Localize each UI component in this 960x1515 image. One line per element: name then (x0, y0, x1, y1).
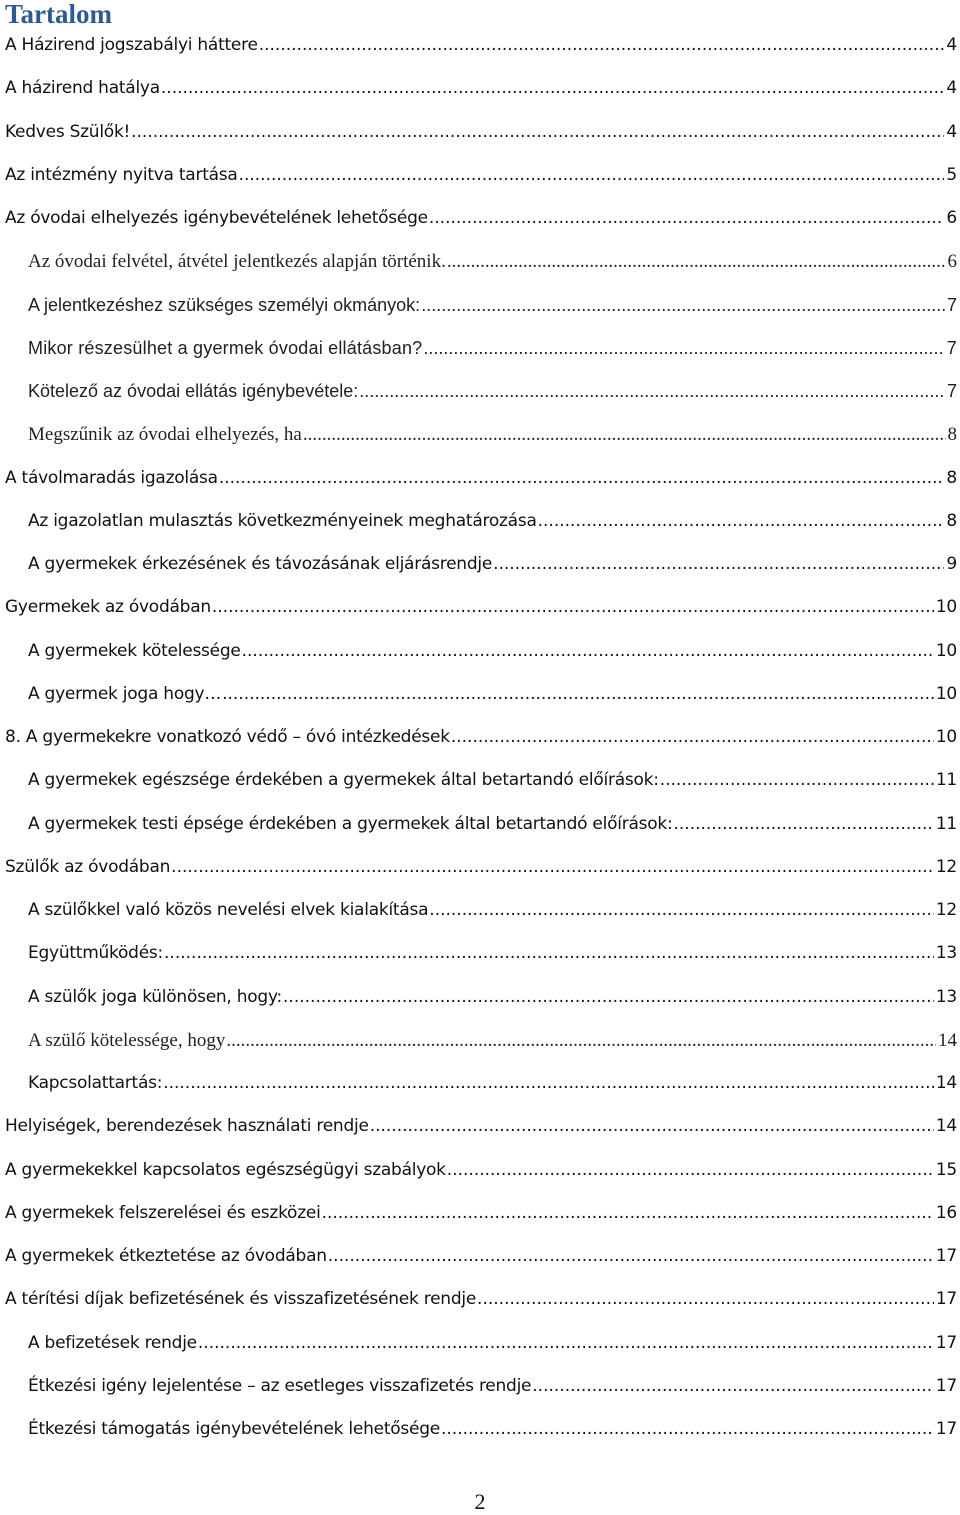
toc-dot-leader (222, 684, 934, 704)
page-title: Tartalom (5, 0, 112, 29)
toc-entry[interactable] (0, 762, 960, 805)
toc-dot-leader (283, 987, 934, 1007)
toc-dot-leader (242, 641, 934, 661)
toc-dot-leader (370, 1116, 934, 1136)
toc-entry-page: 8 (947, 424, 957, 446)
toc-entry[interactable] (0, 27, 960, 70)
toc-entry[interactable] (0, 503, 960, 546)
toc-entry-page: 14 (935, 1116, 957, 1137)
toc-dot-leader (532, 1376, 934, 1396)
toc-entry-page: 8 (946, 510, 957, 531)
toc-dot-leader (493, 554, 944, 574)
toc-entry[interactable] (0, 589, 960, 632)
toc-entry-title: A gyermekek egészsége érdekében a gyermekek által betartandó előírások: (28, 770, 659, 791)
toc-entry-page: 4 (946, 78, 957, 99)
toc-entry-title: Kapcsolattartás: (28, 1073, 163, 1093)
toc-entry[interactable] (0, 1195, 960, 1238)
page-number: 2 (474, 1489, 486, 1514)
toc-entry-page: 17 (935, 1246, 957, 1266)
toc-entry[interactable] (0, 935, 960, 978)
toc-dot-leader (322, 1203, 934, 1223)
toc-entry[interactable] (0, 287, 960, 330)
toc-entry[interactable] (0, 892, 960, 935)
toc-entry-title: Kötelező az óvodai ellátás igénybevétele: (28, 381, 359, 401)
toc-entry-page: 13 (935, 986, 957, 1007)
toc-entry[interactable] (0, 330, 960, 373)
toc-entry-page: 12 (935, 900, 957, 920)
toc-entry-title: Megszűnik az óvodai elhelyezés, ha (28, 424, 302, 446)
toc-entry[interactable] (0, 806, 960, 849)
toc-dot-leader (226, 1030, 936, 1052)
toc-entry-title: Helyiségek, berendezések használati rendje (5, 1116, 369, 1137)
toc-entry-title: Gyermekek az óvodában (5, 597, 211, 618)
toc-entry-title: A házirend hatálya (5, 78, 160, 99)
toc-dot-leader (198, 1333, 934, 1353)
toc-entry[interactable] (0, 546, 960, 589)
toc-entry-title: Az intézmény nyitva tartása (5, 164, 238, 185)
toc-entry-title: A szülő kötelessége, hogy (28, 1029, 226, 1051)
toc-entry-page: 7 (946, 337, 957, 358)
toc-entry-title: A gyermekek kötelessége (28, 640, 241, 661)
toc-dot-leader (451, 727, 934, 747)
toc-dot-leader (161, 78, 945, 98)
toc-entry-title: Kedves Szülők! (5, 121, 131, 142)
toc-entry-page: 14 (938, 1029, 957, 1051)
toc-entry[interactable] (0, 157, 960, 200)
toc-dot-leader (423, 338, 944, 359)
toc-entry-page: 11 (935, 813, 957, 834)
toc-entry-title: Az óvodai elhelyezés igénybevételének lehetősége (5, 208, 428, 228)
toc-entry[interactable] (0, 849, 960, 892)
toc-entry-title: Együttműködés: (28, 943, 164, 964)
toc-entry[interactable] (0, 1065, 960, 1108)
toc-dot-leader (359, 381, 945, 402)
toc-entry-title: A gyermekek testi épsége érdekében a gyermekek által betartandó előírások: (28, 813, 673, 834)
toc-entry-page: 4 (946, 121, 957, 142)
toc-entry-page: 12 (935, 856, 957, 877)
toc-entry-page: 6 (947, 251, 957, 273)
toc-entry-page: 7 (946, 381, 957, 401)
toc-dot-leader (171, 857, 934, 877)
toc-dot-leader (477, 1289, 934, 1309)
toc-entry-title: Étkezési igény lejelentése – az esetleges visszafizetés rendje (28, 1375, 532, 1396)
toc-entry[interactable] (0, 373, 960, 416)
toc-entry-page: 17 (935, 1375, 957, 1396)
toc-entry[interactable] (0, 676, 960, 719)
toc-dot-leader (239, 165, 945, 185)
toc-entry-page: 10 (935, 727, 957, 747)
toc-entry[interactable] (0, 1325, 960, 1368)
toc-entry-title: A Házirend jogszabályi háttere (5, 35, 258, 55)
toc-entry-title: Étkezési támogatás igénybevételének lehetősége (28, 1419, 440, 1439)
toc-dot-leader (660, 770, 934, 790)
toc-dot-leader (328, 1246, 934, 1266)
toc-entry-title: A térítési díjak befizetésének és visszafizetésének rendje (5, 1289, 477, 1310)
toc-entry[interactable] (0, 1368, 960, 1411)
toc-entry[interactable] (0, 70, 960, 113)
toc-entry-page: 14 (935, 1073, 957, 1093)
toc-dot-leader (538, 511, 945, 531)
toc-entry[interactable] (0, 1152, 960, 1195)
toc-entry-page: 17 (935, 1289, 957, 1310)
toc-entry-page: 4 (946, 35, 957, 55)
toc-dot-leader (303, 424, 946, 446)
toc-dot-leader (421, 295, 945, 316)
toc-entry-title: A szülőkkel való közös nevelési elvek kialakítása (28, 900, 429, 920)
toc-entry-page: 17 (935, 1332, 957, 1353)
toc-entry-title: Az igazolatlan mulasztás következményeinek meghatározása (28, 510, 537, 531)
toc-dot-leader (429, 208, 945, 228)
toc-entry-title: A gyermekek érkezésének és távozásának eljárásrendje (28, 554, 493, 574)
toc-entry-page: 7 (946, 294, 957, 315)
toc-entry[interactable] (0, 460, 960, 503)
toc-entry[interactable] (0, 1411, 960, 1454)
toc-entry[interactable] (0, 1281, 960, 1324)
toc-entry[interactable] (0, 719, 960, 762)
toc-entry-page: 5 (946, 164, 957, 185)
table-of-contents (0, 27, 960, 1454)
toc-entry-page: 15 (935, 1159, 957, 1180)
toc-entry[interactable] (0, 416, 960, 459)
toc-entry-page: 16 (935, 1202, 957, 1223)
toc-entry-page: 9 (946, 554, 957, 574)
toc-entry[interactable] (0, 243, 960, 286)
toc-entry-title: A szülők joga különösen, hogy: (28, 986, 283, 1007)
toc-dot-leader (131, 122, 944, 142)
toc-entry-title: Szülők az óvodában (5, 856, 171, 877)
toc-entry-title: A távolmaradás igazolása (5, 467, 218, 488)
toc-entry[interactable] (0, 200, 960, 243)
toc-entry[interactable] (0, 1108, 960, 1151)
toc-entry[interactable] (0, 1238, 960, 1281)
toc-entry-title: 8. A gyermekekre vonatkozó védő – óvó intézkedések (5, 727, 450, 747)
toc-entry-title: A gyermekek étkeztetése az óvodában (5, 1246, 327, 1266)
toc-entry-title: A gyermek joga hogy… (28, 683, 222, 704)
toc-dot-leader (447, 1160, 934, 1180)
toc-entry[interactable] (0, 979, 960, 1022)
toc-entry-title: A gyermekekkel kapcsolatos egészségügyi szabályok (5, 1159, 446, 1180)
toc-dot-leader (429, 900, 934, 920)
toc-dot-leader (219, 468, 945, 488)
toc-entry-title: Mikor részesülhet a gyermek óvodai ellátásban? (28, 337, 423, 358)
toc-dot-leader (441, 1419, 934, 1439)
toc-entry-page: 11 (935, 770, 957, 791)
toc-entry-page: 6 (946, 208, 957, 228)
toc-dot-leader (164, 943, 934, 963)
toc-entry-page: 13 (935, 943, 957, 964)
toc-dot-leader (212, 597, 934, 617)
toc-dot-leader (447, 251, 946, 273)
toc-entry-title: A jelentkezéshez szükséges személyi okmányok: (28, 294, 421, 315)
toc-entry-page: 8 (946, 467, 957, 488)
toc-entry-title: A gyermekek felszerelései és eszközei (5, 1202, 321, 1223)
toc-entry[interactable] (0, 114, 960, 157)
toc-entry-page: 10 (935, 640, 957, 661)
toc-entry[interactable] (0, 1022, 960, 1065)
toc-dot-leader (259, 35, 945, 55)
toc-entry-title: Az óvodai felvétel, átvétel jelentkezés alapján történik. (28, 251, 446, 273)
toc-entry-title: A befizetések rendje (28, 1332, 197, 1353)
toc-entry-page: 10 (935, 597, 957, 618)
toc-dot-leader (673, 814, 933, 834)
toc-entry-page: 17 (935, 1419, 957, 1439)
toc-entry-page: 10 (935, 683, 957, 704)
toc-entry[interactable] (0, 633, 960, 676)
toc-dot-leader (163, 1073, 934, 1093)
